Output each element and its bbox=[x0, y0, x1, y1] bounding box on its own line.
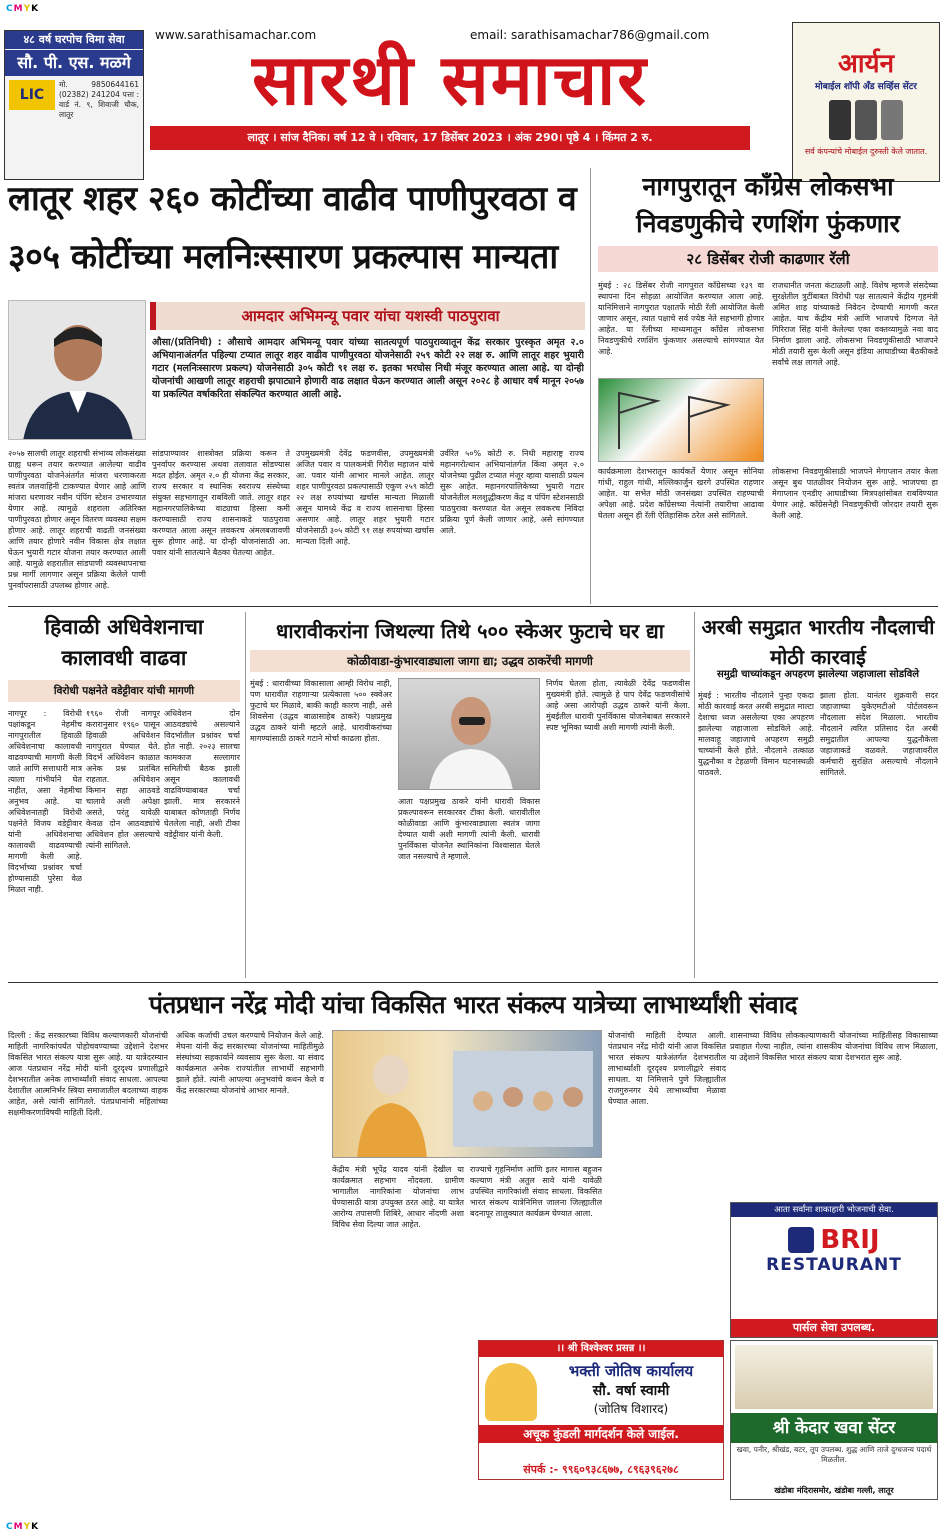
astrology-ad bbox=[478, 1340, 724, 1480]
hivali-headline: हिवाळी अधिवेशनाचा कालावधी वाढवा bbox=[44, 615, 204, 670]
person-icon bbox=[333, 1031, 602, 1158]
congress-rally-photo bbox=[598, 378, 764, 462]
kedar-khawa-ad bbox=[730, 1340, 938, 1500]
brij-ad-band: आता सर्वांना शाकाहारी भोजनाची सेवा. bbox=[731, 1203, 937, 1217]
congress-subheadline: २८ डिसेंबर रोजी काढणार रॅली bbox=[598, 246, 938, 272]
website-link[interactable]: www.sarathisamachar.com bbox=[155, 28, 317, 42]
navy-subheadline: समुद्री चाच्यांकडून अपहरण झालेल्या जहाजाला सोडविले bbox=[716, 669, 920, 680]
person-icon bbox=[9, 301, 146, 440]
lead-col-2: सांडपाण्यावर शास्त्रोक्त प्रक्रिया करून ते पुनर्वापर करण्यास अथवा तलावात सोडण्यास मदत होईल. अमृत २.० ही योजना केंद्र सरकार, राज्य सरकार व स्थानिक स्वराज्य संस्थेच्या संयुक्त सहभागातून राबविली जाते. लातूर शहर महानगरपालिकेच्या वाट्याचा हिस्सा कमी करण्यासाठी राज्य शासनाकडे पाठपुरावा करण्यात आला असून लवकरच अंमलबजावणी सुरू होणार आहे. या दोन्ही योजनांसाठी आ. पवार यांनी सातत्याने बैठका घेतल्या आहेत. bbox=[152, 449, 290, 557]
modi-col-2: अधिक कर्जाची उचल करण्याचे नियोजन केले आहे. मेघना यांनी केंद्र सरकारच्या योजनांच्या माहितीमुळे संस्थांच्या सहकार्याने व्यवसाय सुरू केला. या संवाद कार्यक्रमात अनेक राज्यांतील लाभार्थी सहभागी झाले होते. त्यांनी आपल्या अनुभवांचे कथन केले व केंद्र सरकारच्या योजनांचे आभार मानले. bbox=[176, 1031, 324, 1095]
modi-col-5: योजनांची माहिती देण्यात आली. पंतप्रधान नरेंद्र मोदी यांनी आज विकसित भारत संकल्प यात्रेअंतर्गत देशभरातील लाभार्थ्यांशी दूरदृश्य प्रणालीद्वारे संवाद साधला. या निमित्ताने पुणे जिल्ह्यातील राजगुरुनगर येथे लाभार्थ्यांचा मेळावा घेण्यात आला. bbox=[608, 1031, 726, 1106]
mobile-shop-ad bbox=[792, 22, 940, 182]
astrology-ad-name: सौ. वर्षा स्वामी bbox=[592, 1383, 670, 1399]
kedar-ad-desc: खवा, पनीर, श्रीखंड, बटर, तूप उपलब्ध. शुद्ध आणि ताजे दुग्धजन्य पदार्थ मिळतील. bbox=[736, 1445, 932, 1464]
modi-col-3: केंद्रीय मंत्री भूपेंद्र यादव यांनी देखील या कार्यक्रमात सहभाग नोंदवला. ग्रामीण भागातील नागरिकांना योजनांचा लाभ घेण्यासाठी यात्रा उपयुक्त ठरत आहे. या यात्रेत आरोग्य तपासणी शिबिरे, आधार नोंदणी अशा विविध सेवा दिल्या जात आहेत. bbox=[332, 1165, 464, 1229]
astrology-ad-title: भक्ती जोतिष कार्यालय bbox=[568, 1362, 694, 1380]
section-divider bbox=[8, 606, 938, 607]
hivali-col-2: १९६० रोजी नागपूर करारानुसार १९६० पासून हिवाळी अधिवेशन नागपुरात घेण्यात येते. विदर्भ अधिवेशन काळात अनेक प्रश्न प्रलंबित राहतात. अधिवेशन किमान सहा आठवडे चालावे अशी अपेक्षा असते, परंतु यावेळी केवळ दोन आठवड्यांचे अधिवेशन होत असल्याचे त्यांनी सांगितले. bbox=[86, 709, 160, 850]
kedar-ad-footer: खंडोबा मंदिरासमोर, खंडोबा गल्ली, लातूर bbox=[774, 1486, 894, 1495]
ganesha-icon bbox=[485, 1363, 537, 1421]
dateline: लातूर । सांज दैनिक। वर्ष 12 वे । रविवार, 17 डिसेंबर 2023 । अंक 290। पृष्ठे 4 । किंमत 2 रु. bbox=[150, 126, 750, 150]
congress-col-2: राजधानीत जनता कंटाळली आहे. विशेष म्हणजे संसदेच्या सुरक्षेतील त्रुटींबाबत विरोधी पक्ष सातत्याने केंद्रीय गृहमंत्री अमित शाह यांच्याकडे निवेदन देण्याची मागणी करत आहेत. याच केंद्रीय मंत्री आणि भाजपचे दिग्गज नेते गिरिराज सिंह यांनी केलेल्या एका वक्तव्यामुळे नवा वाद निर्माण झाला आहे. लोकसभा निवडणुकीसाठी भाजपने मोठी तयारी सुरू केली असून इंडिया आघाडीच्या बैठकीकडे सर्वांचे लक्ष लागले आहे. bbox=[772, 281, 938, 367]
lead-intro: औसा/(प्रतिनिधी) : औसाचे आमदार अभिमन्यू पवार यांच्या सातत्यपूर्ण पाठपुराव्यातून केंद्र सरकार पुरस्कृत अमृत २.० अभियानाअंतर्गत पहिल्या टप्यात लातूर शहर वाढीव पाणीपुरवठा योजनेसाठी २५९ कोटी २२ लक्ष रु. आणि लातूर शहर भुयारी गटार (मलनिःस्सारण प्रकल्प) योजनेसाठी ३०५ कोटी ९१ लक्ष रु. इतका भरघोस निधी मंजूर करण्यात आला आहे. या दोन्ही योजनांची आखणी लातूर शहराची झपाट्याने होणारी वाढ लक्षात घेऊन करण्यात आली असून २०२८ हे आधार वर्ष मानून २०५७ या प्रकल्पित वर्षाकरिता संकल्पित करण्यात आली आहे. bbox=[152, 337, 584, 400]
hivali-col-3: अधिवेशन दोन आठवड्यांचे असल्याने विदर्भातील प्रश्नांवर चर्चा होत नाही. २०२३ सालचा कामकाज सल्लागार समितीची बैठक झाली असून कालावधी वाढविण्याबाबत चर्चा झाली. मात्र सरकारने याबाबत कोणताही निर्णय घेतलेला नाही, अशी टीका वडेट्टीवार यांनी केली. bbox=[164, 709, 240, 839]
email-link[interactable]: email: sarathisamachar786@gmail.com bbox=[470, 28, 710, 42]
phone-icon bbox=[829, 100, 851, 140]
lead-col-4: उर्वरित ५०% कोटी रु. निधी महाराष्ट्र राज्य महानगरोत्थान अभियानांतर्गत किंवा अमृत २.० योजनेच्या पुढील टप्यात मंजूर व्हावा यासाठी प्रयत्न सुरू आहेत. महानगरपालिकेच्या भुयारी गटार योजनेतील मलशुद्धीकरण केंद्र व पंपिंग स्टेशनसाठी पाठपुरावा करण्यात येत असून लवकरच निविदा प्रक्रिया पूर्ण केली जाणार आहे, असे सांगण्यात आले. bbox=[440, 449, 584, 535]
hivali-col-1: नागपूर : विरोधी पक्षांकडून नेहमीच नागपुरातील हिवाळी अधिवेशनाचा कालावधी वाढवण्याची मागणी केली जाते आणि सत्ताधारी मात्र त्याला गांभीर्याने घेत नाहीत, असा नेहमीचा अनुभव आहे. या अधिवेशनातही विरोधी पक्षनेते विजय वडेट्टीवार यांनी अधिवेशनाचा कालावधी वाढवण्याची मागणी केली आहे. विदर्भाच्या प्रश्नांवर चर्चा होण्यासाठी पुरेसा वेळ मिळत नाही. bbox=[8, 709, 82, 894]
insurance-ad-body: मो. 9850644161 (02382) 241204 पत्ता : वार्ड नं. ९, शिवाजी चौक, लातूर bbox=[59, 80, 139, 119]
modi-col-4: राज्याचे गृहनिर्माण आणि इतर मागास बहुजन कल्याण मंत्री अतुल सावे यांनी यावेळी उपस्थित नागरिकांशी संवाद साधला. विकसित भारत संकल्प यात्रेनिमित्त जालना जिल्ह्यातील बदनापूर तालुक्यात कार्यक्रम घेण्यात आला. bbox=[470, 1165, 602, 1218]
brij-ad-footer: पार्सल सेवा उपलब्ध. bbox=[731, 1319, 937, 1337]
modi-headline: पंतप्रधान नरेंद्र मोदी यांचा विकसित भारत संकल्प यात्रेच्या लाभार्थ्यांशी संवाद bbox=[149, 990, 797, 1019]
pawar-banner: आमदार अभिमन्यू पवार यांचा यशस्वी पाठपुरावा bbox=[150, 302, 585, 330]
astrology-ad-line: अचूक कुंडली मार्गदर्शन केले जाईल. bbox=[479, 1425, 723, 1443]
congress-col-3: कार्यक्रमाला देशभरातून कार्यकर्ते येणार असून सोनिया गांधी, राहुल गांधी, मल्लिकार्जुन खरगे उपस्थित राहणार आहेत. या सभेत मोठी जनसंख्या उपस्थित राहण्याची अपेक्षा आहे. प्रदेश काँग्रेसच्या नेत्यांनी तयारीचा आढावा घेतला असून ही रॅली ऐतिहासिक ठरेल असे सांगितले. bbox=[598, 467, 764, 520]
lic-logo: LIC bbox=[9, 80, 55, 110]
print-mark-top: CMYK bbox=[6, 4, 40, 14]
phone-icon bbox=[881, 100, 903, 140]
person-icon bbox=[399, 679, 540, 790]
column-divider bbox=[590, 168, 591, 604]
modi-col-6: शासनाच्या विविध लोककल्याणकारी योजनांच्या माहितीसह विकासाच्या प्रवाहात गेल्या नाहीत, त्यांना शासकीय योजनांचा विविध लाभ मिळाला, या उद्देशाने विकसित भारत संकल्प यात्रा देशभरात सुरू आहे. bbox=[730, 1031, 938, 1062]
navy-headline: अरबी समुद्रात भारतीय नौदलाची मोठी कारवाई bbox=[701, 615, 935, 669]
mobile-shop-tagline: मोबाईल शॉपी अँड सर्व्हिस सेंटर bbox=[814, 82, 917, 92]
mobile-shop-brand: आर्यन bbox=[837, 49, 895, 79]
lead-col-1: २०५७ सालची लातूर शहराची संभाव्य लोकसंख्या ग्राह्य धरून तयार करण्यात आलेल्या वाढीव पाणीपुरवठा योजनेअंतर्गत मांजरा धरणाकरता स्वतंत्र जलवाहिनी टाकण्यात येणार आहे आणि मांजरा धरणावर नवीन पंपिंग स्टेशन उभारण्यात येणार आहे. त्यामुळे शहराला अतिरिक्त पाणीपुरवठा होणार असून वितरण व्यवस्था सक्षम होणार आहे. लातूर शहराची वाढती जनसंख्या आणि तयार होणारे नवीन विकास क्षेत्र लक्षात घेऊन भुयारी गटार योजना तयार करण्यात आली आहे. यामुळे शहरातील सांडपाणी व्यवस्थापनाचा प्रश्न मार्गी लागणार असून प्रक्रिया केलेले पाणी पुनर्वापरासाठी उपलब्ध होणार आहे. bbox=[8, 449, 146, 590]
print-mark-bottom: CMYK bbox=[6, 1522, 40, 1532]
astrology-ad-tag: (जोतिष विशारद) bbox=[593, 1402, 669, 1416]
insurance-ad-head: ४८ वर्ष घरपोच विमा सेवा bbox=[5, 31, 143, 49]
congress-col-4: लोकसभा निवडणुकीसाठी भाजपने मेगाप्लान तयार केला असून बुथ पातळीवर नियोजन सुरू आहे. भाजपचा हा मेगाप्लान एनडीए आघाडीच्या मित्रपक्षांसोबत राबविण्यात येणार आहे. काँग्रेसनेही निवडणुकीची जोरदार तयारी सुरू केली आहे. bbox=[772, 467, 938, 520]
dharavi-col-2: आता पक्षप्रमुख ठाकरे यांनी धारावी विकास प्रकल्पावरून सरकारवर टीका केली. धारावीतील कोळीवाडा आणि कुंभारवाड्याला स्वतंत्र जागा देण्यात यावी अशी मागणी त्यांनी केली. धारावी पुनर्विकास योजनेत स्थानिकांना विश्वासात घेतले जात नसल्याचे ते म्हणाले. bbox=[398, 797, 540, 861]
modi-col-1: दिल्ली : केंद्र सरकारच्या विविध कल्याणकारी योजनांची माहिती नागरिकांपर्यंत पोहोचवण्याच्या उद्देशाने देशभर विकसित भारत संकल्प यात्रा सुरू आहे. या यात्रेदरम्यान आज पंतप्रधान नरेंद्र मोदी यांनी दूरदृश्य प्रणालीद्वारे देशभरातील अनेक लाभार्थ्यांशी संवाद साधला. आपल्या देशातील आत्मनिर्भर स्त्रिया समाजातील बदलाच्या वाहक आहेत, असे त्यांनी सांगितले. पंतप्रधानांनी महिलांच्या सक्षमीकरणाविषयी माहिती दिली. bbox=[8, 1031, 168, 1117]
insurance-ad-name: सौ. पी. एस. मळगे bbox=[5, 50, 143, 76]
column-divider bbox=[694, 612, 695, 978]
navy-col-2: झाला होता. यानंतर शुक्रवारी सदर जहाजाच्या युकेएमटीओ पोर्टलवरून नौदलाला संदेश मिळाला. भारतीय नौदलाने त्वरित प्रतिसाद देत अरबी समुद्रातील आपल्या युद्धनौकेला जहाजाकडे वळवले. जहाजावरील कर्मचारी सुरक्षित असल्याचे नौदलाने सांगितले. bbox=[820, 691, 938, 777]
lead-col-3: उपमुख्यमंत्री देवेंद्र फडणवीस, उपमुख्यमंत्री अजित पवार व पालकमंत्री गिरीश महाजन यांचे आ. पवार यांनी आभार मानले आहेत. लातूर शहर पाणीपुरवठा प्रकल्पासाठी एकूण २५९ कोटी २२ लक्ष रुपयांच्या खर्चास मान्यता मिळाली असून यामध्ये केंद्र व राज्य शासनाचा हिस्सा असणार आहे. लातूर शहर भुयारी गटार योजनेसाठी ३०५ कोटी ९१ लक्ष रुपयांच्या खर्चास मान्यता दिली आहे. bbox=[296, 449, 434, 546]
brij-restaurant-ad bbox=[730, 1202, 938, 1338]
brij-ad-sub: RESTAURANT bbox=[766, 1255, 902, 1275]
section-divider bbox=[8, 982, 938, 983]
modi-photo bbox=[332, 1030, 602, 1158]
phone-icons bbox=[793, 100, 939, 140]
mobile-shop-footer: सर्व कंपन्यांचे मोबाईल दुरुस्ती केले जातात. bbox=[804, 147, 928, 156]
dharavi-col-1: मुंबई : धारावीच्या विकासाला आम्ही विरोध नाही, पण धारावीत राहणाऱ्या प्रत्येकाला ५०० स्क्वेअर फुटाचे घर मिळावे, बाकी काही कारण नाही, असे शिवसेना (उद्धव बाळासाहेब ठाकरे) पक्षप्रमुख उद्धव ठाकरे यांनी म्हटले आहे. धारावीकरांच्या मागण्यांसाठी ठाकरे गटाने मोर्चा काढला होता. bbox=[250, 679, 392, 743]
phone-icon bbox=[855, 100, 877, 140]
congress-headline: नागपुरातून काँग्रेस लोकसभा निवडणुकीचे रणशिंग फुंकणार bbox=[636, 172, 900, 238]
dharavi-subheadline: कोळीवाडा-कुंभारवाड्याला जागा द्या; उद्धव ठाकरेंची मागणी bbox=[250, 650, 690, 672]
mla-portrait bbox=[8, 300, 146, 440]
dharavi-headline: धारावीकरांना जिथल्या तिथे ५०० स्केअर फुटाचे घर द्या bbox=[276, 619, 664, 643]
astrology-ad-phone: संपर्क :- ९९६०९३८६७७, ८९६३९६२७८ bbox=[523, 1463, 679, 1476]
lead-headline: लातूर शहर २६० कोटींच्या वाढीव पाणीपुरवठा व ३०५ कोटींच्या मलनिःस्सारण प्रकल्पास मान्यता bbox=[8, 179, 577, 277]
navy-col-1: मुंबई : भारतीय नौदलाने पुन्हा एकदा मोठी कारवाई करत अरबी समुद्रात माल्टा देशाचा ध्वज असलेल्या एका अपहरण झालेल्या जहाजाला सोडविले आहे. मालवाहू जहाजाचे अपहरण समुद्री चाच्यांनी केले होते. नौदलाने तत्काळ युद्धनौका व टेहळणी विमान घटनास्थळी पाठवले. bbox=[698, 691, 814, 777]
thackeray-photo bbox=[398, 678, 540, 790]
hivali-subheadline: विरोधी पक्षनेते वडेट्टीवार यांची मागणी bbox=[8, 680, 240, 702]
dairy-products-photo bbox=[735, 1345, 933, 1409]
congress-col-1: मुंबई : २८ डिसेंबर रोजी नागपुरात काँग्रेसच्या १३९ वा स्थापना दिन सोहळा आयोजित करण्यात आला आहे. यानिमित्ताने नागपुरात पक्षातर्फे मोठी रॅली आयोजित केली जाणार असून, त्यात पक्षाचे सर्व ज्येष्ठ नेते सहभागी होणार आहेत. या रॅलीच्या माध्यमातून काँग्रेस लोकसभा निवडणुकीचे रणशिंग फुंकणार असल्याचे सांगण्यात येत आहे. bbox=[598, 281, 764, 356]
restaurant-logo-icon bbox=[788, 1227, 814, 1253]
astrology-ad-top: ।। श्री विश्वेश्वर प्रसन्न ।। bbox=[479, 1341, 723, 1357]
brij-ad-brand: BRIJ bbox=[820, 1225, 880, 1255]
flag-icon bbox=[599, 379, 764, 462]
insurance-ad bbox=[4, 30, 144, 180]
masthead-title: सारथी समाचार bbox=[252, 38, 648, 121]
dharavi-col-3: निर्णय घेतला होता, त्यावेळी देवेंद्र फडणवीस मुख्यमंत्री होते. त्यामुळे हे पाप देवेंद्र फडणवीसांचे आहे असा आरोपही उद्धव ठाकरे यांनी केला. मुंबईतील धारावी पुनर्विकास योजनेबाबत सरकारने स्पष्ट भूमिका घ्यावी अशी मागणी त्यांनी केली. bbox=[546, 679, 690, 732]
kedar-ad-brand: श्री केदार खवा सेंटर bbox=[731, 1413, 937, 1443]
column-divider bbox=[245, 612, 246, 978]
